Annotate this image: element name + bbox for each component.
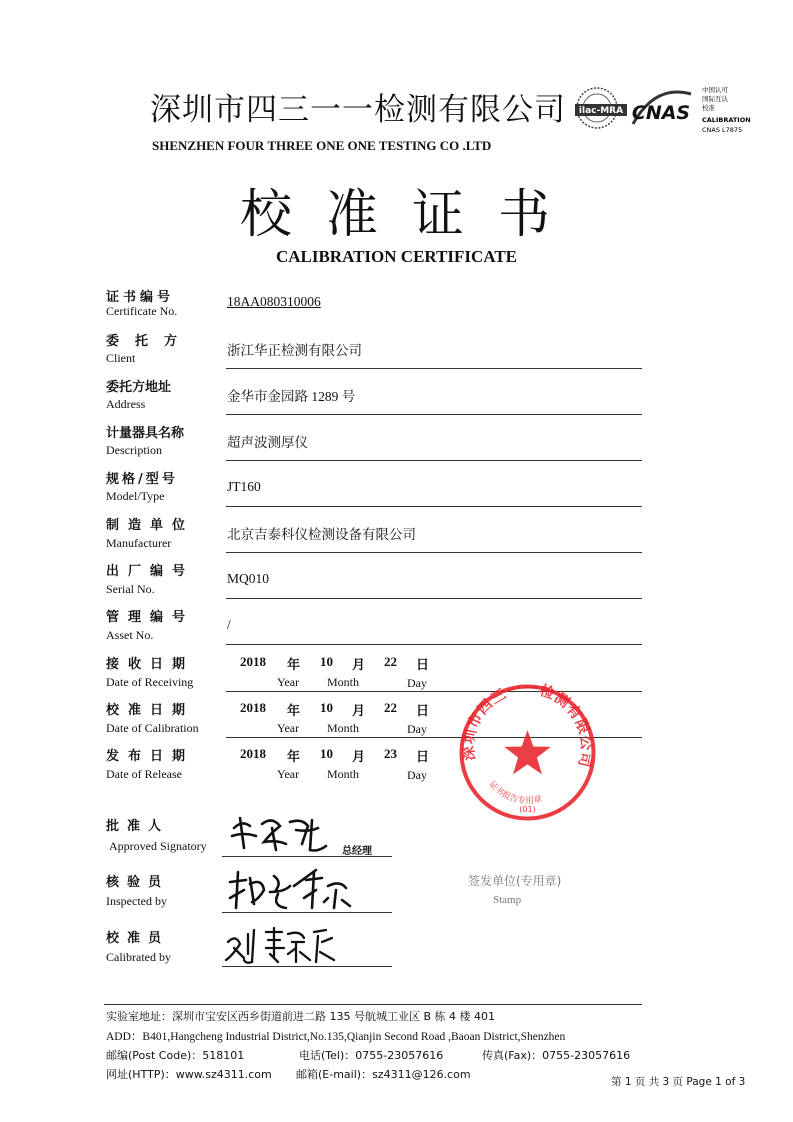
- seal-sub-text: 证书报告专用章: [486, 779, 544, 807]
- date-day-unit: 日: [416, 749, 430, 764]
- field-underline: [226, 506, 642, 507]
- signature-label-cn: 核验员: [106, 875, 170, 890]
- month-caption: Month: [327, 767, 360, 781]
- year-caption: Year: [277, 721, 300, 735]
- official-seal: [455, 680, 600, 825]
- date-label-cn: 接收日期: [106, 657, 195, 672]
- field-label-en: Model/Type: [106, 489, 165, 503]
- footer-website: 网址(HTTP)：www.sz4311.com: [106, 1068, 272, 1081]
- asset-number-value: /: [227, 617, 231, 632]
- month-caption: Month: [327, 721, 360, 735]
- cnas-logo-text: CNAS: [631, 102, 691, 124]
- certificate-title-cn: 校准证书: [240, 185, 585, 245]
- seal-star-icon: [504, 730, 551, 774]
- day-caption: Day: [407, 676, 427, 690]
- date-year-unit: 年: [287, 657, 301, 672]
- date-month-unit: 月: [352, 703, 366, 718]
- year-caption: Year: [277, 767, 300, 781]
- signature-line: [222, 966, 392, 967]
- accreditation-logos: [575, 82, 760, 142]
- seal-company-text: 深圳市四三一一检测有限公司: [461, 681, 594, 770]
- field-label-en: Certificate No.: [106, 304, 178, 318]
- stamp-label-en: Stamp: [493, 894, 522, 906]
- description-value: 超声波测厚仪: [227, 435, 308, 450]
- cnas-line-5: CNAS L7875: [702, 126, 743, 134]
- date-label-cn: 发布日期: [106, 749, 195, 764]
- year-caption: Year: [277, 675, 300, 689]
- company-name-en: SHENZHEN FOUR THREE ONE ONE TESTING CO .LTD: [152, 138, 492, 153]
- client-value: 浙江华正检测有限公司: [227, 343, 362, 358]
- cnas-logo: [632, 85, 751, 134]
- date-month-unit: 月: [352, 749, 366, 764]
- date-day: 23: [384, 746, 397, 761]
- signature-label-en: Calibrated by: [106, 950, 171, 964]
- field-label-en: Description: [106, 443, 162, 457]
- ilac-logo-text: ilac-MRA: [578, 106, 624, 116]
- field-underline: [226, 644, 642, 645]
- month-caption: Month: [327, 675, 360, 689]
- date-month: 10: [320, 700, 333, 715]
- footer-divider: [104, 1004, 642, 1005]
- cnas-line-3: 校准: [702, 104, 715, 112]
- field-label-cn: 委托方: [106, 334, 194, 349]
- ilac-mra-logo: [575, 88, 627, 128]
- field-underline: [226, 460, 642, 461]
- svg-text:证书报告专用章: [487, 779, 544, 807]
- date-day: 22: [384, 654, 397, 669]
- signature-line: [222, 856, 392, 857]
- field-label-en: Serial No.: [106, 582, 155, 596]
- footer-email: 邮箱(E-mail)：sz4311@126.com: [296, 1068, 471, 1081]
- date-day: 22: [384, 700, 397, 715]
- footer-address-en: ADD：B401,Hangcheng Industrial District,No.135,Qianjin Second Road ,Baoan District,Shenzhen: [106, 1031, 566, 1043]
- date-month: 10: [320, 654, 333, 669]
- signature-label-cn: 校准员: [106, 931, 170, 946]
- stamp-label-cn: 签发单位(专用章): [468, 874, 562, 888]
- day-caption: Day: [407, 768, 427, 782]
- seal-number: (01): [519, 805, 536, 814]
- cnas-line-1: 中国认可: [702, 86, 728, 94]
- field-label-en: Address: [106, 397, 146, 411]
- date-year: 2018: [240, 700, 266, 715]
- signature-label-en: Inspected by: [106, 894, 167, 908]
- date-month-unit: 月: [352, 657, 366, 672]
- date-year-unit: 年: [287, 749, 301, 764]
- date-label-en: Date of Calibration: [106, 721, 199, 735]
- model-value: JT160: [227, 479, 261, 494]
- footer-phone: 电话(Tel)：0755-23057616: [299, 1049, 444, 1062]
- manufacturer-value: 北京吉泰科仪检测设备有限公司: [227, 527, 416, 542]
- footer-fax: 传真(Fax)：0755-23057616: [482, 1049, 631, 1062]
- field-underline: [226, 598, 642, 599]
- field-label-cn: 委托方地址: [106, 380, 172, 395]
- field-label-cn: 出厂编号: [106, 564, 195, 579]
- signature-label-cn: 批准人: [106, 819, 170, 834]
- field-label-cn: 管理编号: [106, 610, 195, 625]
- date-year: 2018: [240, 654, 266, 669]
- date-year-unit: 年: [287, 703, 301, 718]
- cnas-line-2: 国际互认: [702, 95, 728, 103]
- inspector-signature: [224, 868, 364, 914]
- footer-address-cn: 实验室地址：深圳市宝安区西乡街道前进二路 135 号航城工业区 B 栋 4 楼 401: [106, 1010, 496, 1023]
- field-label-cn: 计量器具名称: [106, 426, 185, 441]
- day-caption: Day: [407, 722, 427, 736]
- address-value: 金华市金园路 1289 号: [227, 389, 356, 404]
- approver-signature: [226, 812, 336, 856]
- footer-postcode: 邮编(Post Code)：518101: [106, 1049, 245, 1062]
- company-name-cn: 深圳市四三一一检测有限公司: [150, 92, 566, 128]
- signature-line: [222, 912, 392, 913]
- signature-label-en: Approved Signatory: [109, 839, 207, 853]
- certificate-number-value: 18AA080310006: [227, 294, 321, 309]
- calibrator-signature: [222, 924, 342, 970]
- field-label-cn: 制造单位: [106, 518, 195, 533]
- date-year: 2018: [240, 746, 266, 761]
- date-day-unit: 日: [416, 703, 430, 718]
- date-label-en: Date of Receiving: [106, 675, 194, 689]
- date-day-unit: 日: [416, 657, 430, 672]
- serial-number-value: MQ010: [227, 571, 270, 586]
- date-month: 10: [320, 746, 333, 761]
- cnas-line-4: CALIBRATION: [702, 116, 751, 124]
- field-underline: [226, 414, 642, 415]
- approver-title: 总经理: [342, 846, 372, 857]
- field-underline: [226, 368, 642, 369]
- date-label-en: Date of Release: [106, 767, 182, 781]
- field-label-en: Client: [106, 351, 136, 365]
- field-underline: [226, 552, 642, 553]
- field-label-cn: 证书编号: [106, 290, 175, 305]
- field-label-en: Asset No.: [106, 628, 154, 642]
- field-label-en: Manufacturer: [106, 536, 172, 550]
- certificate-title-en: CALIBRATION CERTIFICATE: [275, 247, 518, 266]
- date-label-cn: 校准日期: [106, 703, 195, 718]
- field-label-cn: 规格/型号: [106, 472, 178, 487]
- page-number: 第 1 页 共 3 页 Page 1 of 3: [611, 1076, 746, 1088]
